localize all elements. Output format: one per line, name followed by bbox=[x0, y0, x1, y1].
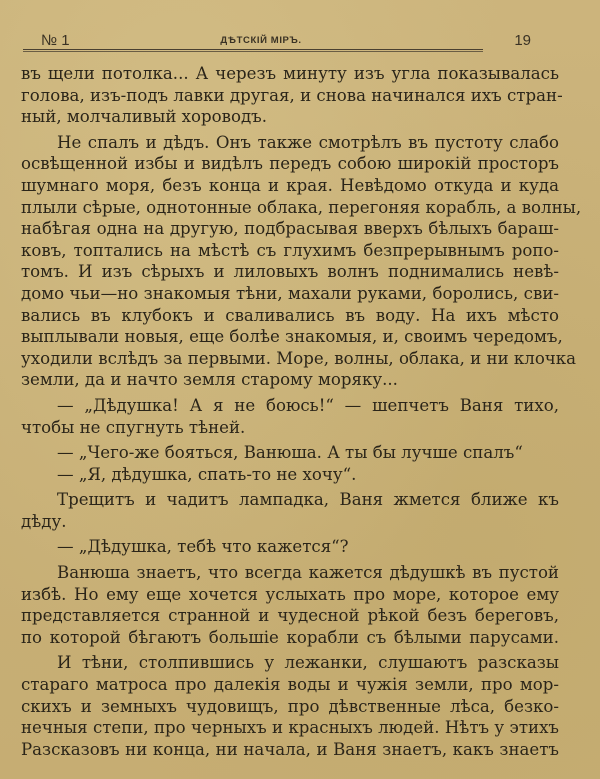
text-line: нечныя степи, про черныхъ и красныхъ людей. Нѣтъ у этихъ bbox=[21, 718, 559, 738]
paragraph bbox=[21, 132, 582, 391]
page-number: 19 bbox=[514, 32, 531, 49]
text-line: дѣду. bbox=[21, 511, 67, 531]
text-line: набѣгая одна на другую, подбрасывая вверхъ бѣлыхъ бараш- bbox=[21, 219, 559, 239]
running-header bbox=[23, 30, 555, 50]
paragraph bbox=[21, 536, 559, 558]
text-line: домо чьи—но знакомыя тѣни, махали руками, боролись, сви- bbox=[21, 283, 559, 303]
journal-title: ДѢТСКІЙ МІРЪ. bbox=[220, 35, 302, 46]
paragraph bbox=[21, 442, 559, 464]
text-line: — „Дѣдушка! А я не боюсь!“ — шепчетъ Ваня тихо, bbox=[57, 395, 559, 415]
body-text bbox=[21, 63, 582, 760]
text-line: освѣщенной избы и видѣлъ передъ собою широкій просторъ bbox=[21, 154, 559, 174]
text-line: — „Дѣдушка, тебѣ что кажется“? bbox=[57, 537, 349, 557]
text-line: голова, изъ-подъ лавки другая, и снова начинался ихъ стран- bbox=[21, 85, 563, 105]
paragraph bbox=[21, 464, 559, 486]
text-line: уходили вслѣдъ за первыми. Море, волны, облака, и ни клочка bbox=[21, 348, 577, 368]
paragraph bbox=[21, 489, 559, 532]
text-line: Ванюша знаетъ, что всегда кажется дѣдушкѣ въ пустой bbox=[57, 563, 559, 583]
text-line: чтобы не спугнуть тѣней. bbox=[21, 417, 246, 437]
text-line: въ щели потолка... А черезъ минуту изъ угла показывалась bbox=[21, 64, 559, 83]
text-line: ковъ, топтались на мѣстѣ съ глухимъ безпрерывнымъ ропо- bbox=[21, 240, 559, 260]
text-line: Разсказовъ ни конца, ни начала, и Ваня знаетъ, какъ знаетъ bbox=[21, 739, 559, 759]
text-line: И тѣни, столпившись у лежанки, слушаютъ разсказы bbox=[57, 653, 559, 673]
text-line: скихъ и земныхъ чудовищъ, про дѣвственные лѣса, безко- bbox=[21, 696, 559, 716]
text-line: — „Я, дѣдушка, спать-то не хочу“. bbox=[57, 464, 357, 484]
paragraph bbox=[21, 652, 559, 760]
text-line: земли, да и начто земля старому моряку... bbox=[21, 370, 398, 390]
text-line: избѣ. Но ему еще хочется услыхать про море, которое ему bbox=[21, 584, 559, 604]
text-line: Не спалъ и дѣдъ. Онъ также смотрѣлъ въ пустоту слабо bbox=[57, 132, 559, 152]
paragraph bbox=[21, 562, 559, 648]
text-line: стараго матроса про далекія воды и чужія земли, про мор- bbox=[21, 675, 559, 695]
paragraph bbox=[21, 395, 559, 438]
text-line: плыли сѣрые, однотонные облака, перегоняя корабль, а волны, bbox=[21, 197, 582, 217]
text-line: представляется странной и чудесной рѣкой безъ береговъ, bbox=[21, 606, 559, 626]
text-line: ный, молчаливый хороводъ. bbox=[21, 107, 268, 127]
issue-number: № 1 bbox=[41, 32, 70, 49]
text-line: выплывали новыя, еще болѣе знакомыя, и, своимъ чередомъ, bbox=[21, 327, 563, 347]
header-rule bbox=[23, 49, 483, 52]
text-line: томъ. И изъ сѣрыхъ и лиловыхъ волнъ поднимались невѣ- bbox=[21, 262, 559, 282]
text-line: по которой бѣгаютъ большіе корабли съ бѣлыми парусами. bbox=[21, 627, 559, 647]
text-line: Трещитъ и чадитъ лампадка, Ваня жмется ближе къ bbox=[57, 490, 559, 510]
text-line: — „Чего-же бояться, Ванюша. А ты бы лучше спалъ“ bbox=[57, 443, 523, 463]
text-line: вались въ клубокъ и сваливались въ воду. На ихъ мѣсто bbox=[21, 305, 559, 325]
text-line: шумнаго моря, безъ конца и края. Невѣдомо откуда и куда bbox=[21, 175, 559, 195]
paragraph bbox=[21, 63, 563, 128]
